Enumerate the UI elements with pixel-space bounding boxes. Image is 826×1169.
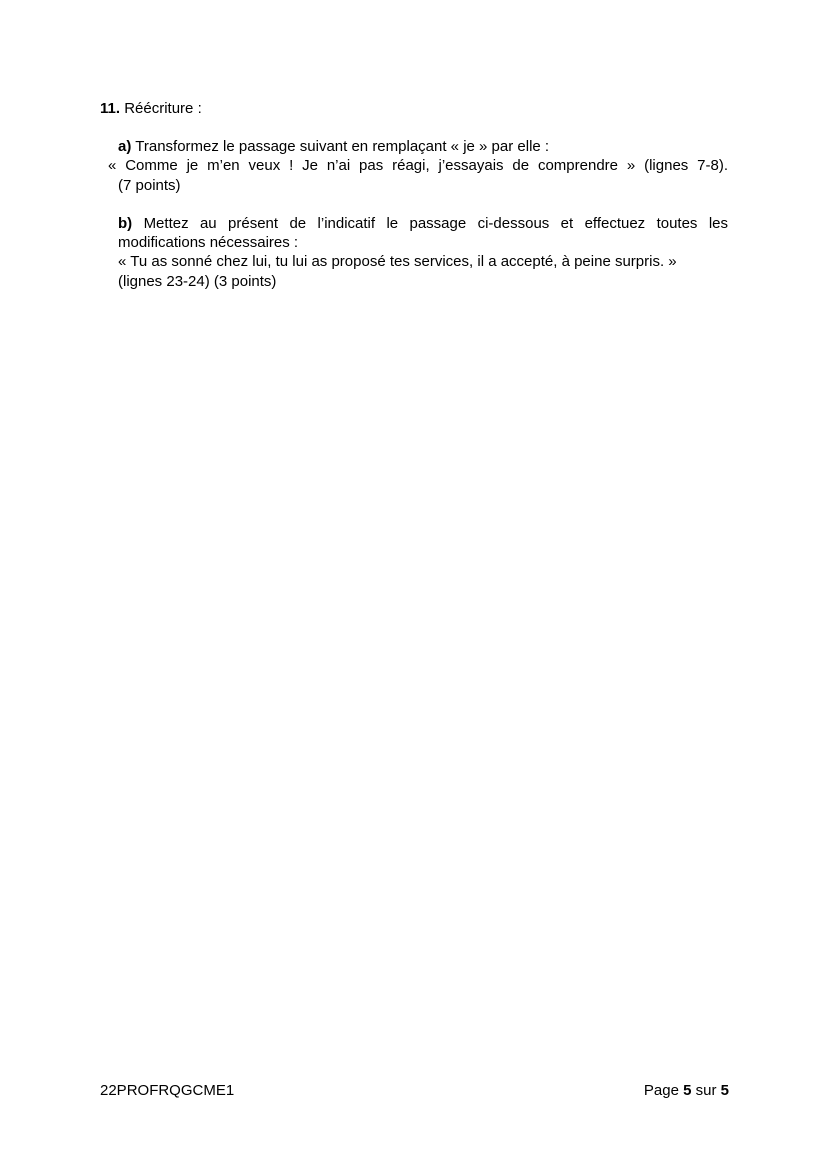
part-b-quote: « Tu as sonné chez lui, tu lui as proposé tes services, il a accepté, à peine surpris. » (118, 253, 677, 270)
part-a-points: (7 points) (118, 177, 181, 194)
part-b-reference: (lignes 23-24) (3 points) (118, 273, 277, 290)
part-a-instruction (118, 137, 549, 156)
page-total: 5 (720, 1082, 729, 1099)
question-number: 11. (100, 100, 121, 117)
page-number (644, 1081, 729, 1100)
part-b-instruction-line2: modifications nécessaires : (118, 234, 299, 251)
part-b-instruction-text: Mettez au présent de l’indicatif le passage ci-dessous et effectuez toutes les (143, 215, 728, 232)
part-b-instruction-line1 (118, 214, 728, 233)
part-a-quote: « Comme je m’en veux ! Je n’ai pas réagi, j’essayais de comprendre » (lignes 7-8). (108, 157, 728, 174)
page-current: 5 (683, 1082, 692, 1099)
document-code: 22PROFRQGCME1 (100, 1082, 235, 1099)
page-prefix: Page (643, 1082, 679, 1099)
question-heading (100, 99, 202, 118)
part-a-instruction-text: Transformez le passage suivant en remplaçant « je » par elle : (135, 138, 550, 155)
part-a-label: a) (118, 138, 132, 155)
part-b-label: b) (118, 215, 133, 232)
question-title: Réécriture : (124, 100, 202, 117)
page-middle: sur (695, 1082, 717, 1099)
